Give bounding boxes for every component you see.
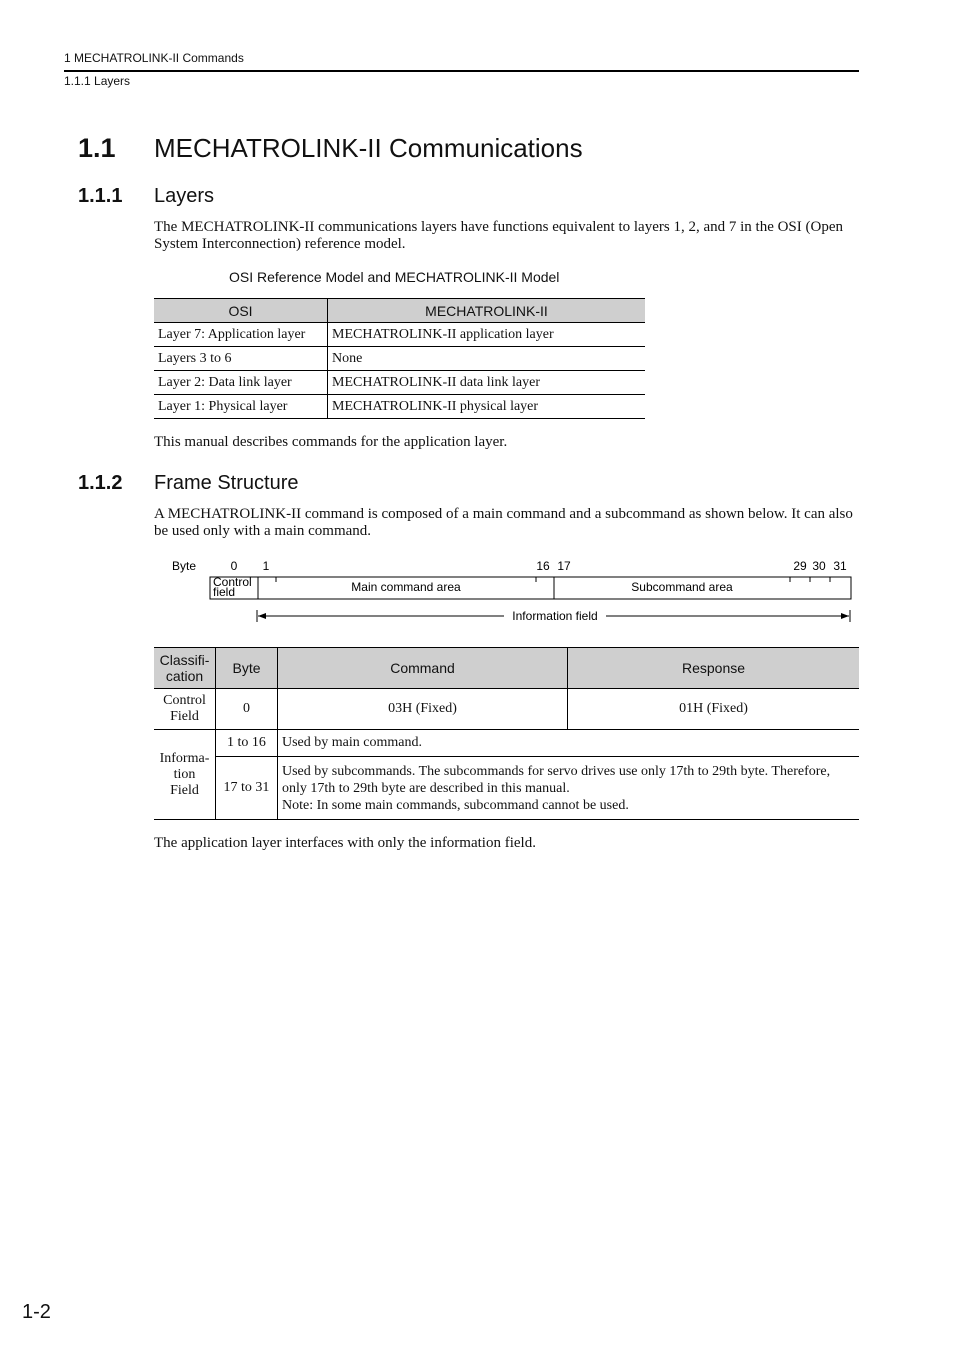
byte-label: Byte (172, 559, 197, 573)
byte-cell: 17 to 31 (216, 757, 278, 820)
section-number-1-1-2: 1.1.2 (78, 472, 123, 494)
table-cell: MECHATROLINK-II application layer (328, 323, 646, 347)
frame-box (210, 577, 851, 599)
table-cell: MECHATROLINK-II data link layer (328, 371, 646, 395)
byte-cell: 1 to 16 (216, 730, 278, 757)
subcommand-area-label: Subcommand area (631, 580, 733, 594)
byte-column-header: Byte (216, 648, 278, 689)
table-cell: MECHATROLINK-II physical layer (328, 395, 646, 419)
tick-label: 0 (230, 559, 238, 573)
section-number-1-1: 1.1 (78, 133, 116, 163)
osi-model-table (154, 298, 645, 419)
command-column-header: Command (278, 648, 568, 689)
page-number: 1-2 (22, 1301, 51, 1323)
subcommand-description: Used by subcommands. The subcommands for servo drives use only 17th to 29th byte. Therefore, only 17th to 29th byte are described in this manual. (282, 763, 831, 796)
section-title-frame-structure: Frame Structure (154, 472, 299, 494)
tick-label: 16 (536, 559, 550, 573)
layers-outro-paragraph: This manual describes commands for the application layer. (154, 434, 508, 450)
table-cell: Layers 3 to 6 (154, 347, 328, 371)
frame-outro-paragraph: The application layer interfaces with only the information field. (154, 835, 536, 851)
byte-cell: 0 (216, 689, 278, 730)
classification-cell: Informa- tion Field (154, 730, 216, 820)
osi-table-caption: OSI Reference Model and MECHATROLINK-II Model (229, 269, 560, 285)
response-cell: 01H (Fixed) (568, 689, 860, 730)
table-row (154, 689, 859, 730)
control-field-label: field (213, 585, 236, 599)
table-row (154, 371, 645, 395)
classification-column-header: Classifi- cation (154, 648, 216, 689)
main-command-area-label: Main command area (351, 580, 461, 594)
section-number-1-1-1: 1.1.1 (78, 185, 123, 207)
table-row (154, 347, 645, 371)
running-header-section: 1.1.1 Layers (64, 74, 131, 88)
table-header-row (154, 648, 859, 689)
section-title-layers: Layers (154, 185, 215, 207)
frame-classification-table (154, 647, 859, 820)
section-title-1-1: MECHATROLINK-II Communications (154, 133, 583, 163)
description-cell (278, 757, 860, 820)
table-cell: None (328, 347, 646, 371)
frame-intro-paragraph: A MECHATROLINK-II command is composed of a main command and a subcommand as shown below. It can also be used only with a main command. (154, 506, 853, 539)
osi-column-header: OSI (154, 299, 328, 323)
arrow-head-left-icon (258, 613, 266, 619)
tick-label: 29 (793, 559, 807, 573)
description-cell: Used by main command. (278, 730, 860, 757)
table-cell: Layer 7: Application layer (154, 323, 328, 347)
running-header-chapter: 1 MECHATROLINK-II Commands (64, 51, 244, 65)
classification-cell: Control Field (154, 689, 216, 730)
header-rule (64, 70, 859, 72)
table-row (154, 323, 645, 347)
subcommand-note: Note: In some main commands, subcommand cannot be used. (282, 797, 629, 813)
command-cell: 03H (Fixed) (278, 689, 568, 730)
information-field-label: Information field (512, 609, 598, 623)
response-column-header: Response (568, 648, 860, 689)
table-cell: Layer 1: Physical layer (154, 395, 328, 419)
tick-label: 30 (812, 559, 826, 573)
tick-label: 1 (262, 559, 270, 573)
table-row (154, 757, 859, 820)
table-row (154, 730, 859, 757)
arrow-head-right-icon (841, 613, 849, 619)
mechatrolink-column-header: MECHATROLINK-II (328, 299, 646, 323)
frame-structure-diagram (170, 556, 860, 628)
table-header-row (154, 299, 645, 323)
tick-label: 17 (557, 559, 571, 573)
layers-intro-paragraph: The MECHATROLINK-II communications layers have functions equivalent to layers 1, 2, and 7 in the OSI (Open System Interconnection) reference model. (154, 219, 844, 252)
table-row (154, 395, 645, 419)
table-cell: Layer 2: Data link layer (154, 371, 328, 395)
tick-label: 31 (833, 559, 847, 573)
control-field-label: Control (213, 575, 252, 589)
